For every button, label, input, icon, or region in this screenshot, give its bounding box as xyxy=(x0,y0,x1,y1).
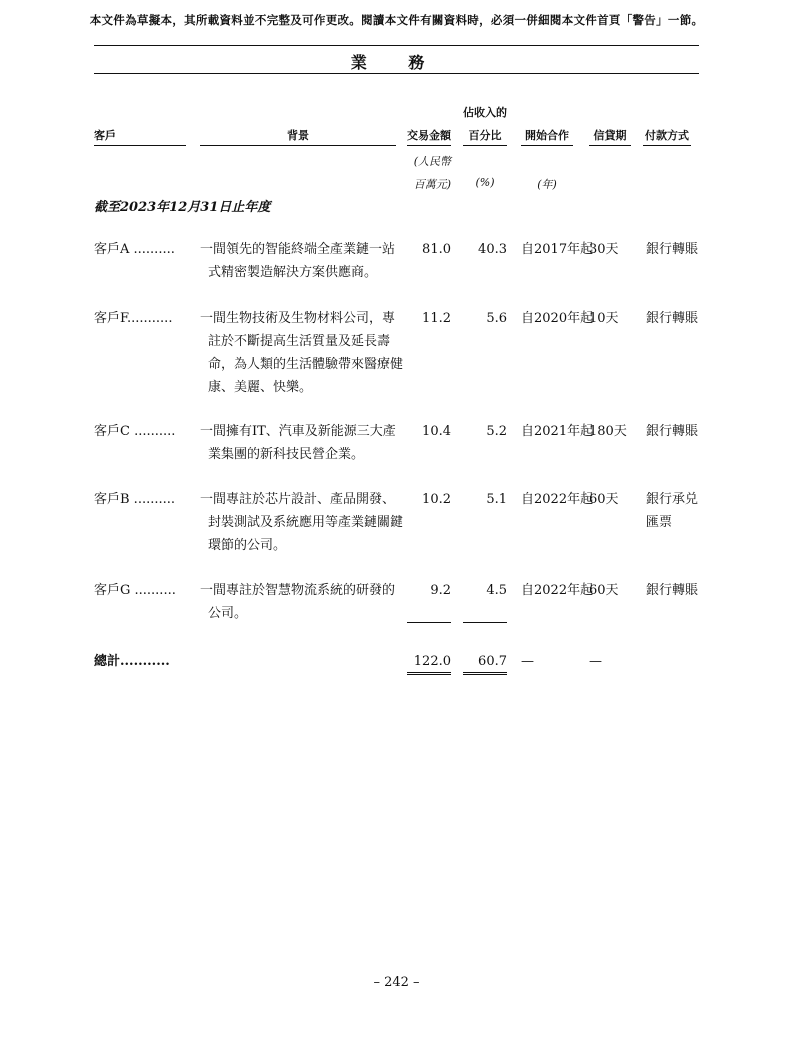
credit-period: 180天 xyxy=(589,424,627,439)
payment-method: 銀行轉賬 xyxy=(646,311,699,326)
col-header-payment: 付款方式 xyxy=(643,127,691,146)
pct-value: 4.5 xyxy=(486,583,507,598)
total-pct: 60.7 xyxy=(478,654,507,669)
header-rule-bottom xyxy=(94,73,699,74)
credit-period: 30天 xyxy=(589,242,619,257)
customer-name: 客戶B .......... xyxy=(94,492,176,507)
customer-background: 一間專註於智慧物流系統的研發的 公司。 xyxy=(200,583,396,621)
col-header-amount: 交易金額 xyxy=(407,127,451,146)
amount-value: 11.2 xyxy=(422,311,451,326)
col-header-customer: 客戶 xyxy=(94,127,186,146)
customer-name: 客戶F........... xyxy=(94,311,173,326)
customer-background: 一間擁有IT、汽車及新能源三大產 業集團的新科技民營企業。 xyxy=(200,424,396,462)
draft-disclaimer: 本文件為草擬本，其所載資料並不完整及可作更改。閱讀本文件有關資料時，必須一併細閱本文件首頁「警告」一節。 xyxy=(89,13,704,27)
total-amount: 122.0 xyxy=(413,654,451,669)
customer-name: 客戶G .......... xyxy=(94,583,176,598)
unit-amount-line2: 百萬元) xyxy=(413,178,451,191)
amount-value: 81.0 xyxy=(422,242,451,257)
customer-name: 客戶C .......... xyxy=(94,424,176,439)
col-header-pct-line1: 佔收入的 xyxy=(463,106,507,119)
start-year: 自2020年起 xyxy=(521,311,594,326)
page-number: – 242 – xyxy=(373,975,420,990)
pct-value: 5.6 xyxy=(486,311,507,326)
subtotal-rule-amount xyxy=(407,622,451,623)
amount-value: 10.4 xyxy=(422,424,451,439)
amount-value: 10.2 xyxy=(422,492,451,507)
credit-period: 60天 xyxy=(589,492,619,507)
col-header-start: 開始合作 xyxy=(521,127,573,146)
payment-method: 銀行承兑 匯票 xyxy=(646,492,699,530)
pct-value: 5.1 xyxy=(486,492,507,507)
pct-value: 40.3 xyxy=(478,242,507,257)
amount-value: 9.2 xyxy=(430,583,451,598)
start-year: 自2017年起 xyxy=(521,242,594,257)
total-double-rule-amount xyxy=(407,672,451,675)
start-year: 自2022年起 xyxy=(521,492,594,507)
col-header-pct: 百分比 xyxy=(463,127,507,146)
total-credit: — xyxy=(589,654,602,669)
payment-method: 銀行轉賬 xyxy=(646,424,699,439)
credit-period: 10天 xyxy=(589,311,619,326)
total-double-rule-pct xyxy=(463,672,507,675)
unit-amount-line1: (人民幣 xyxy=(413,155,451,168)
start-year: 自2021年起 xyxy=(521,424,594,439)
col-header-background: 背景 xyxy=(200,127,396,146)
section-title: 業 務 xyxy=(350,53,443,72)
start-year: 自2022年起 xyxy=(521,583,594,598)
credit-period: 60天 xyxy=(589,583,619,598)
unit-start: (年) xyxy=(537,178,557,191)
subtotal-rule-pct xyxy=(463,622,507,623)
total-start: — xyxy=(521,654,534,669)
pct-value: 5.2 xyxy=(486,424,507,439)
period-label: 截至2023年12月31日止年度 xyxy=(94,200,271,215)
customer-background: 一間專註於芯片設計、產品開發、 封裝測試及系統應用等產業鏈關鍵 環節的公司。 xyxy=(200,492,404,553)
payment-method: 銀行轉賬 xyxy=(646,242,699,257)
total-label: 總計........... xyxy=(94,654,170,669)
payment-method: 銀行轉賬 xyxy=(646,583,699,598)
customer-background: 一間領先的智能終端全產業鏈一站 式精密製造解決方案供應商。 xyxy=(200,242,396,280)
unit-pct: (%) xyxy=(475,176,495,189)
col-header-credit: 信貸期 xyxy=(589,127,631,146)
customer-background: 一間生物技術及生物材料公司，專 註於不斷提高生活質量及延長壽 命，為人類的生活體驗帶來醫療健 康、美麗、快樂。 xyxy=(200,311,404,395)
customer-name: 客戶A .......... xyxy=(94,242,175,257)
header-rule-top xyxy=(94,45,699,46)
